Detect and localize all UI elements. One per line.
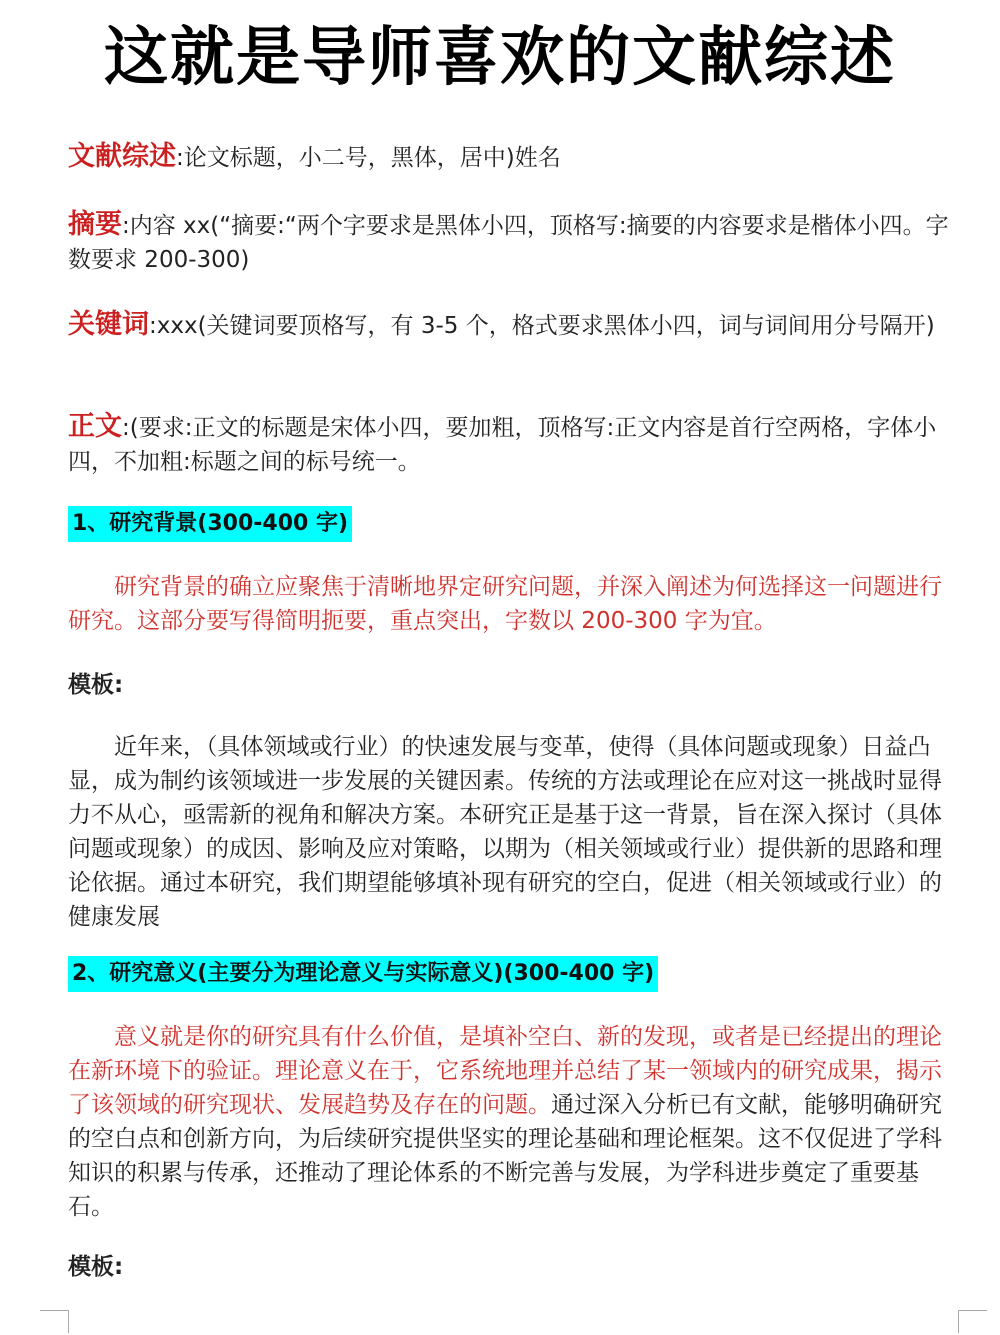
background-note: 研究背景的确立应聚焦于清晰地界定研究问题，并深入阐述为何选择这一问题进行研究。这部分要写得简明扼要，重点突出，字数以 200-300 字为宜。 — [68, 574, 942, 634]
abstract-text: 内容 xx(“摘要:“两个字要求是黑体小四，顶格写:摘要的内容要求是楷体小四。字数要求 200-300) — [68, 213, 949, 273]
document-title: 这就是导师喜欢的文献综述 — [104, 21, 896, 95]
abstract-line — [68, 208, 958, 277]
page-corner-mark-right — [958, 1310, 987, 1333]
abstract-sep: : — [122, 213, 130, 239]
review-label: 文献综述 — [68, 141, 176, 172]
keywords-text: xxx(关键词要顶格写，有 3-5 个，格式要求黑体小四，词与词间用分号隔开) — [156, 313, 935, 339]
template-label-2: 模板: — [68, 1254, 124, 1280]
body-label: 正文 — [68, 411, 122, 442]
review-line — [68, 140, 958, 175]
body-sep: : — [122, 415, 130, 441]
body-text: (要求:正文的标题是宋体小四，要加粗，顶格写:正文内容是首行空两格，字体小四，不加粗:标题之间的标号统一。 — [68, 415, 937, 475]
significance-red-text: 意义就是你的研究具有什么价值，是填补空白、新的发现，或者是已经提出的理论在新环境下的验证。理论意义在于，它系统地理并总结了某一领域内的研究成果，揭示了该领域的研究现状、发展趋势及存在的问题。 — [68, 1024, 942, 1118]
keywords-label: 关键词 — [68, 309, 149, 340]
section-heading-background: 1、研究背景(300-400 字) — [68, 506, 352, 542]
review-text: 论文标题，小二号，黑体，居中)姓名 — [183, 145, 561, 171]
template-label-1: 模板: — [68, 672, 124, 698]
abstract-label: 摘要 — [68, 209, 122, 240]
page-corner-mark-left — [40, 1310, 69, 1333]
body-rule-line — [68, 410, 958, 479]
template-paragraph-1: 近年来，（具体领域或行业）的快速发展与变革，使得（具体问题或现象）日益凸显，成为制约该领域进一步发展的关键因素。传统的方法或理论在应对这一挑战时显得力不从心，亟需新的视角和解决方案。本研究正是基于这一背景，旨在深入探讨（具体问题或现象）的成因、影响及应对策略，以期为（相关领域或行业）提供新的思路和理论依据。通过本研究，我们期望能够填补现有研究的空白，促进（相关领域或行业）的健康发展 — [68, 734, 942, 930]
section-heading-significance: 2、研究意义(主要分为理论意义与实际意义)(300-400 字) — [68, 956, 658, 992]
significance-black-text: 通过深入分析已有文献，能够明确研究的空白点和创新方向，为后续研究提供坚实的理论基础和理论框架。这不仅促进了学科知识的积累与传承，还推动了理论体系的不断完善与发展，为学科进步奠定了重要基石。 — [68, 1092, 942, 1220]
keywords-sep: : — [149, 313, 157, 339]
keywords-line — [68, 308, 958, 343]
review-sep: : — [176, 145, 184, 171]
significance-paragraph — [68, 1020, 958, 1224]
